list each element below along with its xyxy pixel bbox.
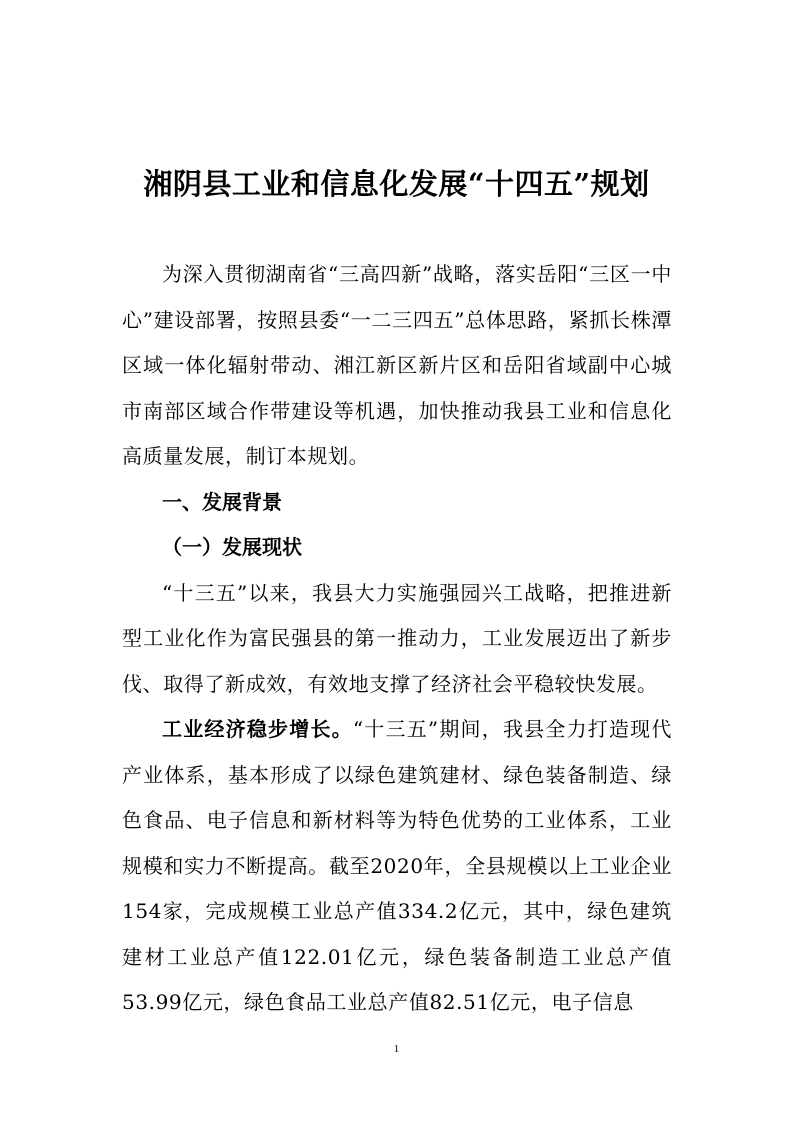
subsection-heading: （一）发展现状 [162,535,302,559]
document-title: 湘阴县工业和信息化发展“十四五”规划 [143,167,650,201]
document-body [122,252,672,1026]
growth-lead: 工业经济稳步增长。 [162,717,353,741]
intro-paragraph: 为深入贯彻湖南省“三高四新”战略，落实岳阳“三区一中心”建设部署，按照县委“一二三四五”总体思路，紧抓长株潭区域一体化辐射带动、湘江新区新片区和岳阳省域副中心城市南部区域合作带建设等机遇，加快推动我县工业和信息化高质量发展，制订本规划。 [122,262,672,468]
section-heading: 一、发展背景 [162,489,282,514]
page-number: 1 [393,1043,400,1055]
growth-paragraph [122,707,672,1026]
growth-body: “十三五”期间，我县全力打造现代产业体系，基本形成了以绿色建筑建材、绿色装备制造、绿色食品、电子信息和新材料等为特色优势的工业体系，工业规模和实力不断提高。截至2020年，全县规模以上工业企业154家，完成规模工业总产值334.2亿元，其中，绿色建筑建材工业总产值122.01亿元，绿色装备制造工业总产值53.99亿元，绿色食品工业总产值82.51亿元，电子信息 [122,717,672,1014]
status-paragraph: “十三五”以来，我县大力实施强园兴工战略，把推进新型工业化作为富民强县的第一推动力，工业发展迈出了新步伐、取得了新成效，有效地支撑了经济社会平稳较快发展。 [122,580,672,696]
